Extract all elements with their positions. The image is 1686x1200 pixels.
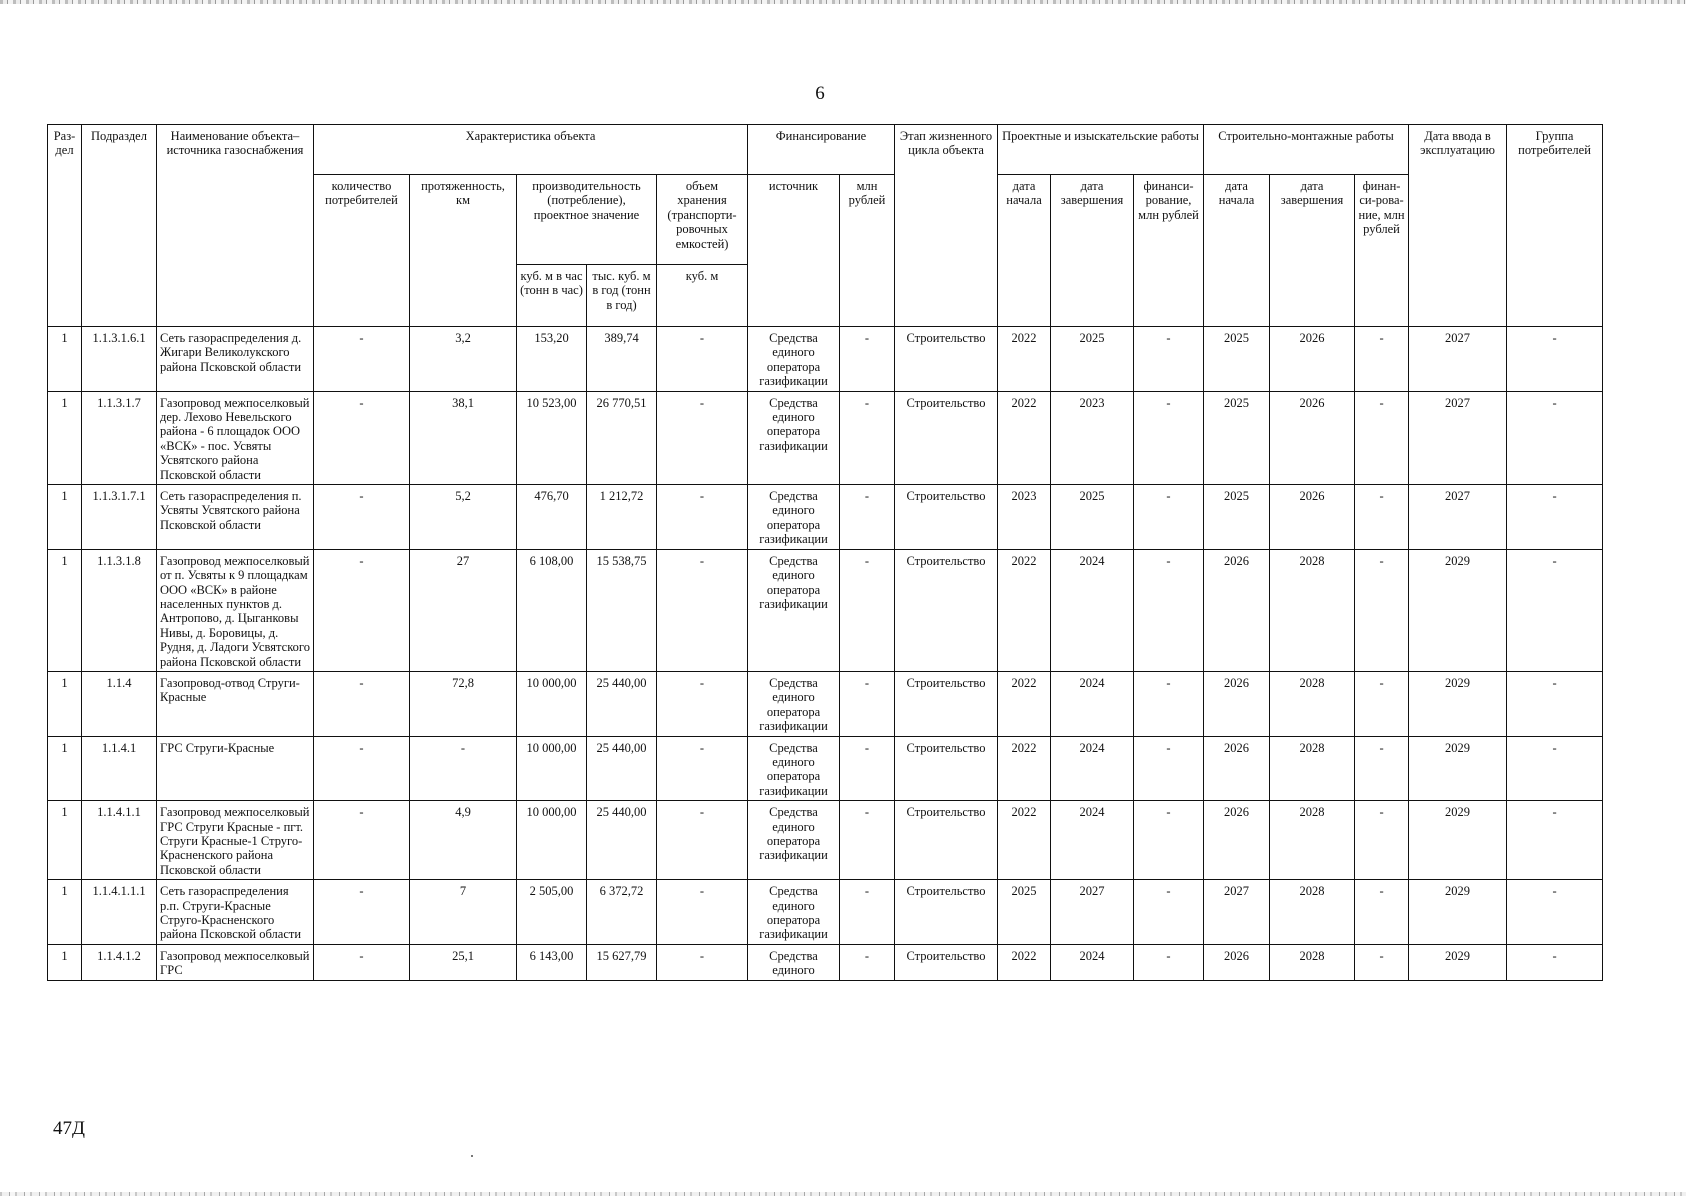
cell-design-start: 2022: [998, 549, 1051, 671]
cell-fin-amount: -: [840, 485, 895, 550]
cell-constr-fin: -: [1355, 944, 1409, 980]
cell-constr-start: 2025: [1204, 327, 1270, 392]
cell-razdel: 1: [48, 736, 82, 801]
cell-fin-amount: -: [840, 549, 895, 671]
cell-constr-end: 2028: [1270, 801, 1355, 880]
col-group-financing: Финансирование: [748, 125, 895, 175]
cell-design-end: 2024: [1051, 736, 1134, 801]
cell-constr-fin: -: [1355, 485, 1409, 550]
table-row: [48, 391, 1603, 484]
cell-design-fin: -: [1134, 671, 1204, 736]
document-code: 47Д: [53, 1118, 85, 1139]
cell-constr-end: 2028: [1270, 944, 1355, 980]
cell-capacity-hour: 10 000,00: [517, 736, 587, 801]
cell-consumers: -: [314, 485, 410, 550]
cell-design-start: 2022: [998, 391, 1051, 484]
cell-design-end: 2025: [1051, 485, 1134, 550]
cell-constr-start: 2026: [1204, 944, 1270, 980]
cell-consumers: -: [314, 880, 410, 945]
cell-podrazdel: 1.1.3.1.8: [82, 549, 157, 671]
cell-group: -: [1507, 880, 1603, 945]
cell-consumers: -: [314, 736, 410, 801]
cell-constr-fin: -: [1355, 671, 1409, 736]
cell-constr-start: 2026: [1204, 736, 1270, 801]
cell-capacity-hour: 10 523,00: [517, 391, 587, 484]
cell-constr-start: 2026: [1204, 801, 1270, 880]
col-fin-amount: млн рублей: [840, 175, 895, 327]
table-row: [48, 549, 1603, 671]
cell-constr-fin: -: [1355, 549, 1409, 671]
cell-commission: 2029: [1409, 736, 1507, 801]
cell-razdel: 1: [48, 391, 82, 484]
cell-length: 4,9: [410, 801, 517, 880]
cell-constr-end: 2026: [1270, 327, 1355, 392]
cell-constr-end: 2028: [1270, 880, 1355, 945]
cell-capacity-hour: 10 000,00: [517, 671, 587, 736]
cell-constr-start: 2026: [1204, 671, 1270, 736]
cell-design-end: 2024: [1051, 549, 1134, 671]
cell-fin-source: Средства единого оператора газификации: [748, 485, 840, 550]
cell-fin-source: Средства единого оператора газификации: [748, 549, 840, 671]
cell-design-end: 2023: [1051, 391, 1134, 484]
cell-podrazdel: 1.1.4.1.1: [82, 801, 157, 880]
cell-design-start: 2023: [998, 485, 1051, 550]
cell-stage: Строительство: [895, 736, 998, 801]
cell-podrazdel: 1.1.3.1.7.1: [82, 485, 157, 550]
cell-group: -: [1507, 391, 1603, 484]
cell-constr-fin: -: [1355, 801, 1409, 880]
cell-capacity-year: 26 770,51: [587, 391, 657, 484]
cell-length: 72,8: [410, 671, 517, 736]
col-constr-end: дата завершения: [1270, 175, 1355, 327]
table-row: [48, 736, 1603, 801]
col-commission: Дата ввода в эксплуатацию: [1409, 125, 1507, 327]
table-row: [48, 327, 1603, 392]
col-name: Наименование объекта–источника газоснабжения: [157, 125, 314, 327]
cell-design-end: 2024: [1051, 801, 1134, 880]
cell-storage: -: [657, 736, 748, 801]
cell-razdel: 1: [48, 549, 82, 671]
cell-fin-source: Средства единого оператора газификации: [748, 327, 840, 392]
cell-consumers: -: [314, 944, 410, 980]
cell-consumers: -: [314, 391, 410, 484]
cell-fin-amount: -: [840, 327, 895, 392]
cell-storage: -: [657, 944, 748, 980]
cell-stage: Строительство: [895, 327, 998, 392]
cell-constr-fin: -: [1355, 391, 1409, 484]
cell-capacity-year: 1 212,72: [587, 485, 657, 550]
cell-length: 5,2: [410, 485, 517, 550]
cell-name: Сеть газораспределения п. Усвяты Усвятского района Псковской области: [157, 485, 314, 550]
cell-capacity-hour: 6 108,00: [517, 549, 587, 671]
cell-design-fin: -: [1134, 736, 1204, 801]
cell-razdel: 1: [48, 880, 82, 945]
scan-speck: [471, 1155, 473, 1157]
cell-constr-end: 2028: [1270, 671, 1355, 736]
cell-commission: 2027: [1409, 391, 1507, 484]
cell-capacity-year: 389,74: [587, 327, 657, 392]
cell-design-start: 2025: [998, 880, 1051, 945]
cell-commission: 2029: [1409, 671, 1507, 736]
cell-stage: Строительство: [895, 801, 998, 880]
cell-capacity-year: 15 627,79: [587, 944, 657, 980]
cell-constr-start: 2026: [1204, 549, 1270, 671]
col-design-fin: финанси-рование, млн рублей: [1134, 175, 1204, 327]
cell-fin-amount: -: [840, 801, 895, 880]
cell-capacity-hour: 153,20: [517, 327, 587, 392]
col-podrazdel: Подраздел: [82, 125, 157, 327]
cell-name: ГРС Струги-Красные: [157, 736, 314, 801]
cell-storage: -: [657, 391, 748, 484]
cell-razdel: 1: [48, 944, 82, 980]
cell-length: 7: [410, 880, 517, 945]
cell-commission: 2029: [1409, 801, 1507, 880]
cell-design-fin: -: [1134, 391, 1204, 484]
page-number: 6: [815, 83, 825, 104]
cell-consumers: -: [314, 549, 410, 671]
col-consumers: количество потребителей: [314, 175, 410, 327]
cell-design-end: 2025: [1051, 327, 1134, 392]
cell-group: -: [1507, 485, 1603, 550]
cell-capacity-year: 25 440,00: [587, 801, 657, 880]
table-row: [48, 944, 1603, 980]
cell-fin-amount: -: [840, 736, 895, 801]
col-fin-source: источник: [748, 175, 840, 327]
cell-name: Газопровод межпоселковый от п. Усвяты к 9 площадкам ООО «ВСК» в районе населенных пунктов д. Антропово, д. Цыганковы Нивы, д. Боровицы, д. Рудня, д. Ладоги Усвятского района Псковской области: [157, 549, 314, 671]
col-capacity: производительность (потребление), проектное значение: [517, 175, 657, 265]
cell-commission: 2029: [1409, 880, 1507, 945]
cell-constr-fin: -: [1355, 736, 1409, 801]
cell-stage: Строительство: [895, 391, 998, 484]
cell-fin-source: Средства единого оператора газификации: [748, 671, 840, 736]
cell-design-fin: -: [1134, 327, 1204, 392]
cell-razdel: 1: [48, 671, 82, 736]
cell-design-end: 2024: [1051, 671, 1134, 736]
col-storage: объем хранения (транспорти-ровочных емкостей): [657, 175, 748, 265]
cell-design-fin: -: [1134, 880, 1204, 945]
cell-storage: -: [657, 327, 748, 392]
cell-stage: Строительство: [895, 944, 998, 980]
cell-design-start: 2022: [998, 944, 1051, 980]
cell-commission: 2027: [1409, 485, 1507, 550]
cell-podrazdel: 1.1.4.1.1.1: [82, 880, 157, 945]
col-design-end: дата завершения: [1051, 175, 1134, 327]
col-group-construction: Строительно-монтажные работы: [1204, 125, 1409, 175]
cell-constr-fin: -: [1355, 327, 1409, 392]
cell-capacity-year: 15 538,75: [587, 549, 657, 671]
cell-stage: Строительство: [895, 880, 998, 945]
cell-constr-start: 2027: [1204, 880, 1270, 945]
cell-name: Газопровод межпоселковый ГРС: [157, 944, 314, 980]
cell-stage: Строительство: [895, 671, 998, 736]
cell-podrazdel: 1.1.4.1.2: [82, 944, 157, 980]
cell-capacity-hour: 10 000,00: [517, 801, 587, 880]
cell-razdel: 1: [48, 327, 82, 392]
cell-stage: Строительство: [895, 549, 998, 671]
col-group-characteristics: Характеристика объекта: [314, 125, 748, 175]
cell-design-fin: -: [1134, 549, 1204, 671]
table-row: [48, 485, 1603, 550]
col-constr-start: дата начала: [1204, 175, 1270, 327]
cell-capacity-hour: 2 505,00: [517, 880, 587, 945]
cell-length: 3,2: [410, 327, 517, 392]
cell-length: 38,1: [410, 391, 517, 484]
cell-design-end: 2024: [1051, 944, 1134, 980]
cell-constr-end: 2028: [1270, 736, 1355, 801]
cell-length: 25,1: [410, 944, 517, 980]
col-razdel: Раз-дел: [48, 125, 82, 327]
cell-fin-source: Средства единого оператора газификации: [748, 801, 840, 880]
gas-supply-table: [47, 124, 1603, 981]
cell-name: Газопровод-отвод Струги-Красные: [157, 671, 314, 736]
cell-constr-end: 2026: [1270, 485, 1355, 550]
cell-group: -: [1507, 671, 1603, 736]
cell-storage: -: [657, 485, 748, 550]
cell-length: 27: [410, 549, 517, 671]
cell-commission: 2027: [1409, 327, 1507, 392]
scan-edge-top: [0, 0, 1686, 4]
cell-constr-fin: -: [1355, 880, 1409, 945]
cell-name: Газопровод межпоселковый дер. Лехово Невельского района - 6 площадок ООО «ВСК» - пос. Усвяты Усвятского района Псковской области: [157, 391, 314, 484]
cell-group: -: [1507, 327, 1603, 392]
cell-fin-amount: -: [840, 671, 895, 736]
cell-podrazdel: 1.1.3.1.7: [82, 391, 157, 484]
cell-design-fin: -: [1134, 485, 1204, 550]
cell-storage: -: [657, 880, 748, 945]
cell-group: -: [1507, 549, 1603, 671]
cell-design-fin: -: [1134, 944, 1204, 980]
cell-design-start: 2022: [998, 327, 1051, 392]
col-capacity-hour: куб. м в час (тонн в час): [517, 265, 587, 327]
cell-design-fin: -: [1134, 801, 1204, 880]
cell-razdel: 1: [48, 485, 82, 550]
cell-length: -: [410, 736, 517, 801]
cell-constr-start: 2025: [1204, 485, 1270, 550]
cell-name: Сеть газораспределения д. Жигари Великолукского района Псковской области: [157, 327, 314, 392]
col-stage: Этап жизненного цикла объекта: [895, 125, 998, 327]
cell-fin-source: Средства единого оператора газификации: [748, 391, 840, 484]
cell-capacity-year: 25 440,00: [587, 671, 657, 736]
cell-constr-end: 2028: [1270, 549, 1355, 671]
cell-storage: -: [657, 549, 748, 671]
col-design-start: дата начала: [998, 175, 1051, 327]
cell-constr-end: 2026: [1270, 391, 1355, 484]
cell-group: -: [1507, 801, 1603, 880]
cell-fin-source: Средства единого оператора газификации: [748, 880, 840, 945]
col-storage-unit: куб. м: [657, 265, 748, 327]
cell-name: Сеть газораспределения р.п. Струги-Красные Струго-Красненского района Псковской области: [157, 880, 314, 945]
cell-razdel: 1: [48, 801, 82, 880]
cell-storage: -: [657, 671, 748, 736]
table-row: [48, 801, 1603, 880]
cell-capacity-year: 25 440,00: [587, 736, 657, 801]
col-capacity-year: тыс. куб. м в год (тонн в год): [587, 265, 657, 327]
cell-consumers: -: [314, 801, 410, 880]
cell-fin-amount: -: [840, 880, 895, 945]
cell-commission: 2029: [1409, 944, 1507, 980]
col-group-design: Проектные и изыскательские работы: [998, 125, 1204, 175]
cell-capacity-year: 6 372,72: [587, 880, 657, 945]
cell-fin-amount: -: [840, 944, 895, 980]
cell-storage: -: [657, 801, 748, 880]
cell-name: Газопровод межпоселковый ГРС Струги Красные - пгт. Струги Красные-1 Струго-Красненского района Псковской области: [157, 801, 314, 880]
cell-podrazdel: 1.1.3.1.6.1: [82, 327, 157, 392]
cell-fin-source: Средства единого: [748, 944, 840, 980]
cell-capacity-hour: 6 143,00: [517, 944, 587, 980]
cell-stage: Строительство: [895, 485, 998, 550]
table-row: [48, 880, 1603, 945]
col-constr-fin: финан-си-рова-ние, млн рублей: [1355, 175, 1409, 327]
cell-fin-source: Средства единого оператора газификации: [748, 736, 840, 801]
cell-design-start: 2022: [998, 736, 1051, 801]
cell-consumers: -: [314, 671, 410, 736]
col-group-consumers: Группа потребителей: [1507, 125, 1603, 327]
cell-constr-start: 2025: [1204, 391, 1270, 484]
cell-podrazdel: 1.1.4: [82, 671, 157, 736]
cell-capacity-hour: 476,70: [517, 485, 587, 550]
cell-group: -: [1507, 736, 1603, 801]
cell-consumers: -: [314, 327, 410, 392]
cell-fin-amount: -: [840, 391, 895, 484]
col-length: протяженность, км: [410, 175, 517, 327]
scan-edge-bottom: [0, 1192, 1686, 1196]
cell-design-start: 2022: [998, 671, 1051, 736]
cell-group: -: [1507, 944, 1603, 980]
cell-commission: 2029: [1409, 549, 1507, 671]
table-row: [48, 671, 1603, 736]
cell-design-start: 2022: [998, 801, 1051, 880]
cell-podrazdel: 1.1.4.1: [82, 736, 157, 801]
cell-design-end: 2027: [1051, 880, 1134, 945]
